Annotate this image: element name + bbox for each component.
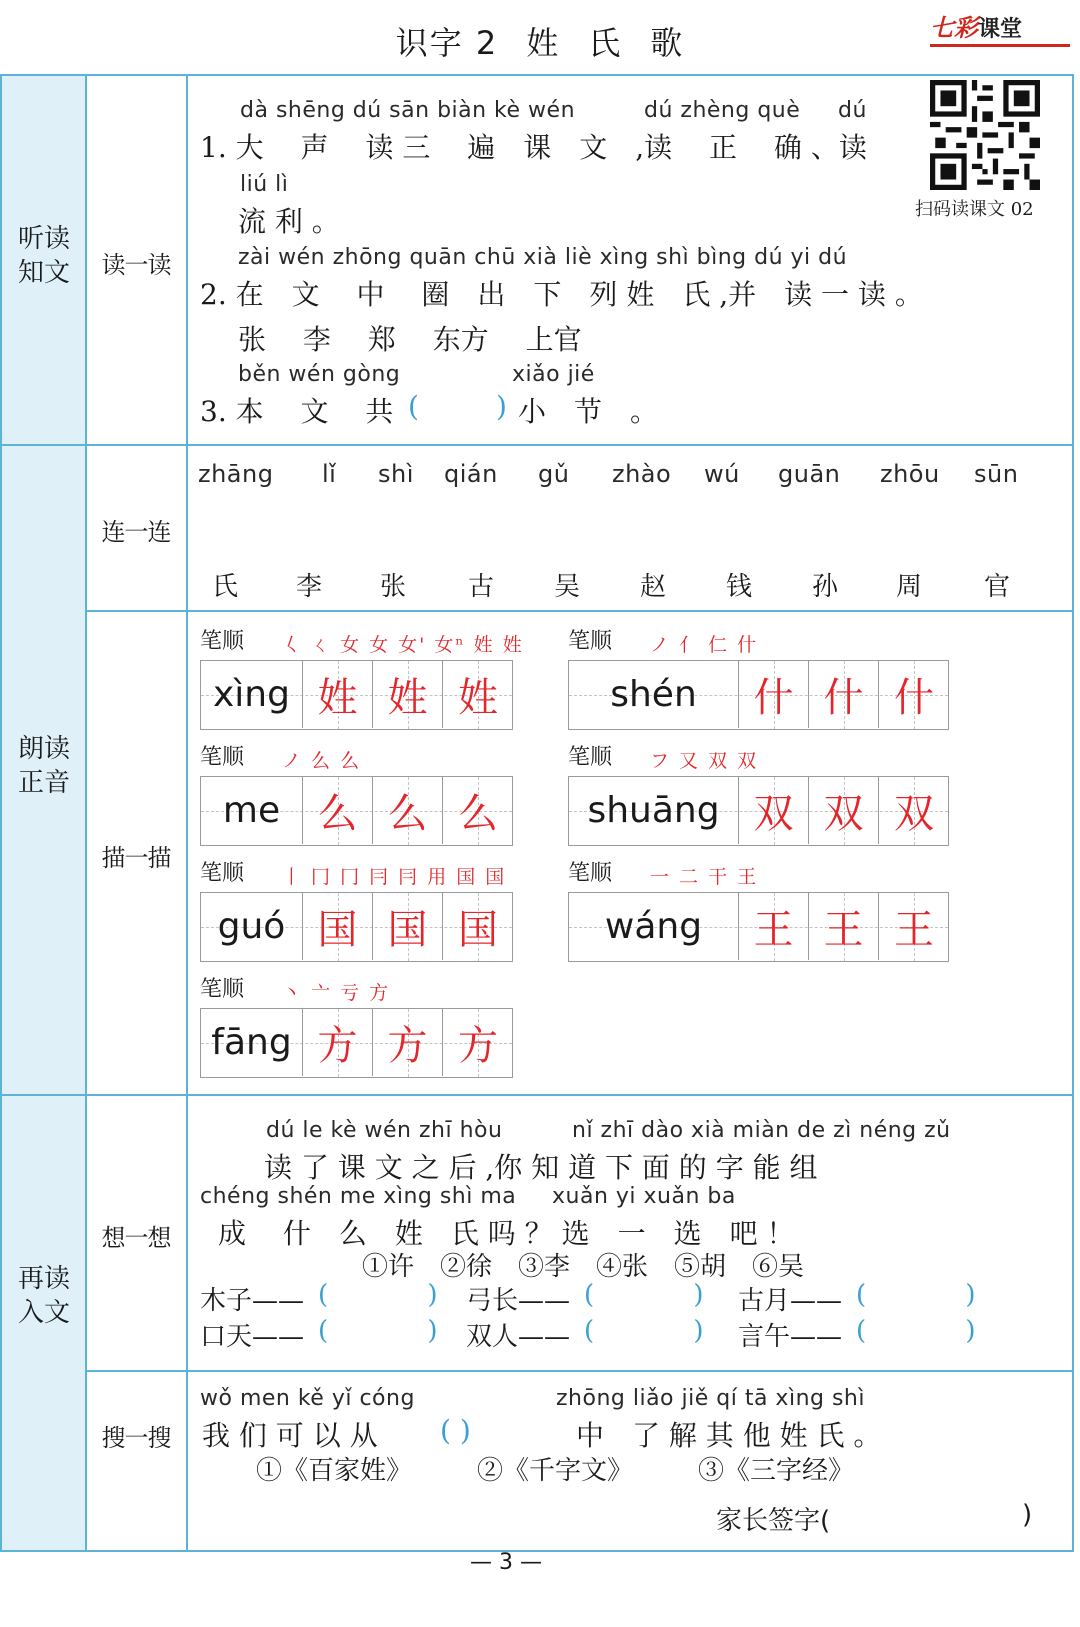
compose-prompt: 言午—— (738, 1322, 843, 1352)
tracing-cell[interactable]: 么 (458, 791, 498, 837)
stroke-order-sequence: 丨 冂 冂 冃 冃 用 国 国 (282, 866, 507, 888)
tracing-cell[interactable]: 什 (809, 661, 879, 728)
search-options: ①《百家姓》 ②《千字文》 ③《三字经》 (256, 1456, 855, 1486)
activity-think: 想一想 (101, 1224, 171, 1252)
compose-prompt: 古月—— (738, 1286, 843, 1316)
tracing-cell[interactable]: 方 (458, 1023, 498, 1069)
connect-char-0[interactable]: 氏 (212, 572, 239, 602)
search-text-b: 中 了 解 其 他 姓 氏 。 (576, 1419, 882, 1452)
q3-answer-blank-open[interactable]: ( (408, 390, 419, 423)
section-reread: 再读 入文 (17, 1264, 70, 1328)
connect-char-8[interactable]: 周 (896, 572, 923, 602)
connect-pinyin-0[interactable]: zhāng (198, 460, 274, 488)
q2-text: 2. 在 文 中 圈 出 下 列 姓 氏 ,并 读 一 读 。 (200, 278, 923, 311)
tracing-cell[interactable]: 方 (303, 1009, 373, 1076)
q1-pinyin-b: dú zhèng què (644, 98, 801, 123)
q1-pinyin-d: liú lì (240, 172, 289, 197)
think-text-a: 读 了 课 文 之 后 ,你 知 道 下 面 的 字 能 组 (264, 1151, 818, 1184)
connect-pinyin-row (190, 460, 1070, 494)
q3-answer-blank-close[interactable]: ) (496, 390, 507, 423)
parent-signature-close: ) (1022, 1500, 1033, 1530)
tracing-cell[interactable]: 么 (373, 777, 443, 844)
q3-pinyin-b: xiǎo jié (512, 362, 595, 387)
qr-caption: 扫码读课文 02 (915, 199, 1034, 220)
tracing-cell[interactable]: 什 (739, 661, 809, 728)
think-options: ①许 ②徐 ③李 ④张 ⑤胡 ⑥吴 (362, 1252, 805, 1282)
tracing-card (200, 1008, 513, 1078)
tracing-cell[interactable]: 姓 (458, 675, 498, 721)
tracing-pinyin: xìng (201, 661, 303, 728)
qr-code-icon[interactable] (930, 80, 1040, 190)
connect-char-1[interactable]: 李 (296, 572, 323, 602)
q1-text: 1. 大 声 读 三 遍 课 文 ,读 正 确 、读 (200, 131, 867, 164)
section-listen: 听读 知文 (17, 224, 70, 288)
q1-pinyin-a: dà shēng dú sān biàn kè wén (240, 98, 576, 123)
think-pinyin-d: xuǎn yi xuǎn ba (552, 1184, 736, 1209)
connect-pinyin-1[interactable]: lǐ (322, 460, 337, 488)
tracing-pinyin: fāng (201, 1009, 303, 1076)
stroke-order-label: 笔顺 (200, 861, 245, 886)
brand-logo: 七彩课堂 (930, 8, 1070, 44)
q2-pinyin: zài wén zhōng quān chū xià liè xìng shì bìng dú yi dú (238, 245, 848, 270)
tracing-cell[interactable]: 王 (894, 907, 934, 953)
parent-signature-label: 家长签字( (716, 1506, 831, 1536)
page-number: — 3 — (470, 1550, 542, 1575)
activity-connect: 连一连 (101, 518, 171, 546)
tracing-card (200, 892, 513, 962)
connect-char-2[interactable]: 张 (380, 572, 407, 602)
tracing-cell[interactable]: 什 (894, 675, 934, 721)
compose-answer-blank[interactable]: ( ) (318, 1280, 438, 1310)
stroke-order-sequence: 𡿨 ㄑ 女 女 女' 女ⁿ 姓 姓 (282, 634, 524, 656)
stroke-order-label: 笔顺 (200, 745, 245, 770)
tracing-pinyin: me (201, 777, 303, 844)
q1-pinyin-c: dú (838, 98, 867, 123)
connect-char-9[interactable]: 官 (984, 572, 1011, 602)
compose-answer-blank[interactable]: ( ) (856, 1316, 976, 1346)
tracing-cell[interactable]: 姓 (373, 661, 443, 728)
tracing-cell[interactable]: 双 (739, 777, 809, 844)
tracing-card (568, 892, 949, 962)
q3-text-b: 小 节 。 (518, 395, 659, 428)
compose-prompt: 双人—— (466, 1322, 571, 1352)
tracing-cell[interactable]: 么 (303, 777, 373, 844)
tracing-cell[interactable]: 方 (373, 1009, 443, 1076)
think-text-b: 成 什 么 姓 氏 吗 ？ 选 一 选 吧 ！ (218, 1217, 795, 1250)
connect-char-4[interactable]: 吴 (554, 572, 581, 602)
compose-answer-blank[interactable]: ( ) (318, 1316, 438, 1346)
stroke-order-sequence: ノ 么 么 (282, 750, 362, 772)
connect-pinyin-9[interactable]: sūn (974, 460, 1019, 488)
q1-text-b: 流 利 。 (238, 205, 340, 238)
compose-prompt: 木子—— (200, 1286, 305, 1316)
stroke-order-label: 笔顺 (568, 861, 613, 886)
connect-char-7[interactable]: 孙 (812, 572, 839, 602)
connect-pinyin-6[interactable]: wú (704, 460, 740, 488)
think-pinyin-c: chéng shén me xìng shì ma (200, 1184, 517, 1209)
tracing-cell[interactable]: 姓 (303, 661, 373, 728)
search-text-a: 我 们 可 以 从 (202, 1419, 378, 1452)
connect-chars-row (190, 566, 1070, 600)
compose-answer-blank[interactable]: ( ) (584, 1280, 704, 1310)
tracing-card (200, 776, 513, 846)
connect-pinyin-2[interactable]: shì (378, 460, 414, 488)
tracing-pinyin: wáng (569, 893, 739, 960)
compose-prompt: 口天—— (200, 1322, 305, 1352)
tracing-pinyin: shén (569, 661, 739, 728)
activity-read: 读一读 (101, 251, 171, 279)
connect-pinyin-4[interactable]: gǔ (538, 460, 570, 488)
tracing-pinyin: guó (201, 893, 303, 960)
tracing-cell[interactable]: 双 (809, 777, 879, 844)
compose-prompt: 弓长—— (466, 1286, 571, 1316)
stroke-order-label: 笔顺 (568, 745, 613, 770)
stroke-order-sequence: フ 又 双 双 (650, 750, 759, 772)
q3-text: 3. 本 文 共 (200, 395, 394, 428)
connect-pinyin-3[interactable]: qián (444, 460, 498, 488)
section-pronounce: 朗读 正音 (17, 734, 70, 798)
stroke-order-sequence: 丶 亠 亏 方 (282, 982, 391, 1004)
stroke-order-sequence: 一 二 干 王 (650, 866, 759, 888)
tracing-card (568, 660, 949, 730)
stroke-order-label: 笔顺 (568, 629, 613, 654)
connect-char-5[interactable]: 赵 (640, 572, 667, 602)
q3-pinyin-a: běn wén gòng (238, 362, 401, 387)
compose-answer-blank[interactable]: ( ) (856, 1280, 976, 1310)
connect-pinyin-7[interactable]: guān (778, 460, 841, 488)
tracing-cell[interactable]: 王 (809, 893, 879, 960)
tracing-card (200, 660, 513, 730)
search-pinyin-a: wǒ men kě yǐ cóng (200, 1386, 415, 1411)
tracing-cell[interactable]: 国 (373, 893, 443, 960)
tracing-pinyin: shuāng (569, 777, 739, 844)
stroke-order-label: 笔顺 (200, 629, 245, 654)
search-pinyin-b: zhōng liǎo jiě qí tā xìng shì (556, 1386, 865, 1411)
q2-names: 张 李 郑 东方 上官 (238, 323, 582, 356)
compose-answer-blank[interactable]: ( ) (584, 1316, 704, 1346)
connect-pinyin-5[interactable]: zhào (612, 460, 672, 488)
tracing-cell[interactable]: 国 (458, 907, 498, 953)
page-title: 识字 2 姓 氏 歌 (395, 24, 685, 62)
activity-search: 搜一搜 (101, 1424, 171, 1452)
connect-pinyin-8[interactable]: zhōu (880, 460, 940, 488)
stroke-order-label: 笔顺 (200, 977, 245, 1002)
tracing-cell[interactable]: 国 (303, 893, 373, 960)
think-pinyin-b: nǐ zhī dào xià miàn de zì néng zǔ (572, 1118, 951, 1143)
tracing-cell[interactable]: 王 (739, 893, 809, 960)
think-pinyin-a: dú le kè wén zhī hòu (266, 1118, 503, 1143)
connect-char-6[interactable]: 钱 (726, 572, 753, 602)
search-answer-blank[interactable]: ( ) (440, 1414, 471, 1447)
stroke-order-sequence: ノ 亻 仁 什 (650, 634, 759, 656)
tracing-cell[interactable]: 双 (894, 791, 934, 837)
activity-trace: 描一描 (101, 844, 171, 872)
tracing-card (568, 776, 949, 846)
connect-char-3[interactable]: 古 (468, 572, 495, 602)
